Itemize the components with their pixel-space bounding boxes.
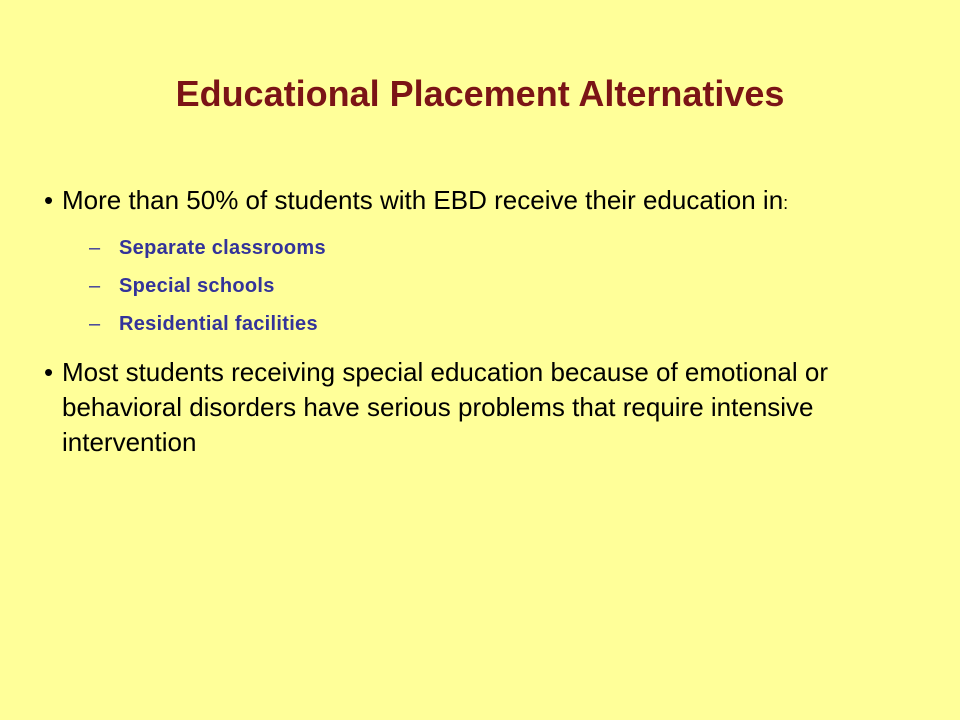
slide-title: Educational Placement Alternatives	[175, 73, 785, 114]
bullet-colon: :	[783, 193, 789, 213]
dash-marker: –	[89, 237, 101, 259]
sub-bullet-item	[44, 229, 884, 267]
sub-bullet-item	[44, 305, 884, 343]
bullet-marker: •	[44, 357, 54, 387]
bullet-item	[44, 183, 884, 221]
sub-bullet-item	[44, 267, 884, 305]
bullet-text: More than 50% of students with EBD receive their education in	[62, 185, 784, 215]
sub-bullet-text: Separate classrooms	[119, 237, 326, 259]
dash-marker: –	[89, 313, 101, 335]
bullet-item	[44, 355, 884, 460]
slide-body	[44, 183, 884, 460]
sub-bullet-list	[44, 229, 884, 343]
bullet-text: Most students receiving special education because of emotional or behavioral disorders have serious problems that require intensive intervention	[62, 357, 828, 457]
bullet-marker: •	[44, 185, 54, 215]
sub-bullet-text: Residential facilities	[119, 313, 318, 335]
dash-marker: –	[89, 275, 101, 297]
sub-bullet-text: Special schools	[119, 275, 275, 297]
